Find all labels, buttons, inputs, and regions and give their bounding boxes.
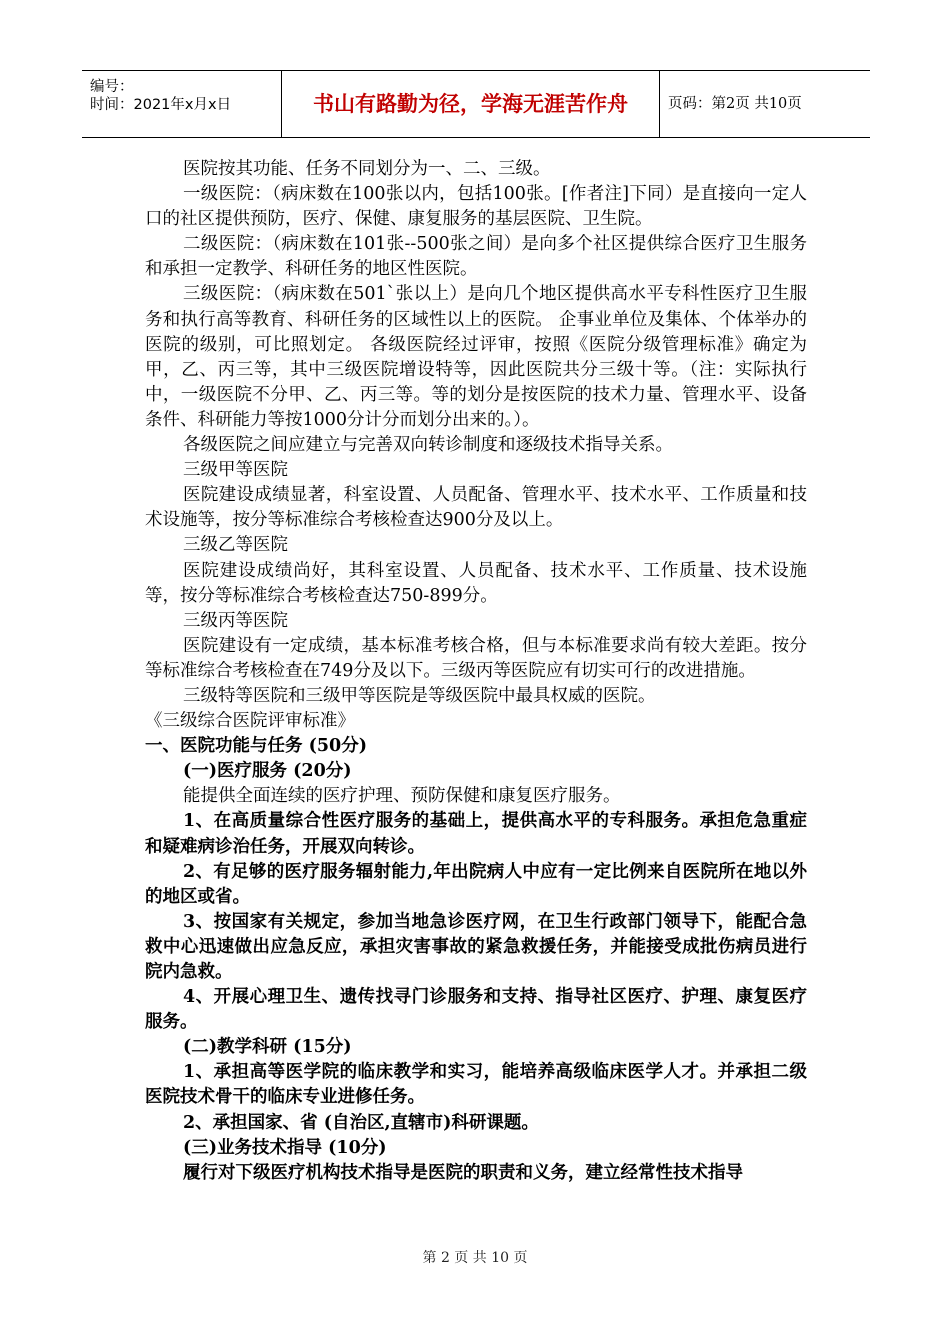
paragraph: 一级医院：（病床数在100张以内，包括100张。[作者注]下同）是直接向一定人口的社区提供预防，医疗、保健、康复服务的基层医院、卫生院。 bbox=[145, 184, 807, 230]
standard-title: 《三级综合医院评审标准》 bbox=[145, 711, 355, 732]
list-item: 4、开展心理卫生、遗传找寻门诊服务和支持、指导社区医疗、护理、康复医疗服务。 bbox=[145, 987, 807, 1033]
subsection-heading: (二)教学科研 (15分) bbox=[183, 1037, 352, 1058]
paragraph: 医院按其功能、任务不同划分为一、二、三级。 bbox=[183, 159, 551, 179]
paragraph: 三级医院：（病床数在501`张以上）是向几个地区提供高水平专科性医疗卫生服务和执行高等教育、科研任务的区域性以上的医院。 企事业单位及集体、个体举办的医院的级别，可比照划定。 各级医院经过评审，按照《医院分级管理标准》确定为甲，乙、丙三等，其中三级医院增设特等，因此医院共分三级十等。（注：实际执行中，一级医院不分甲、乙、丙三等。等的划分是按医院的技术力量、管理水平、设备条件、科研能力等按1000分计分而划分出来的。）。 bbox=[145, 284, 807, 430]
paragraph: 医院建设成绩尚好，其科室设置、人员配备、技术水平、工作质量、技术设施等，按分等标准综合考核检查达750-899分。 bbox=[145, 560, 807, 606]
section-heading: 三级丙等医院 bbox=[183, 610, 288, 631]
subsection-heading: (三)业务技术指导 (10分) bbox=[183, 1137, 387, 1158]
header-page-label: 页码：第2页 共10页 bbox=[668, 96, 802, 112]
paragraph: 各级医院之间应建立与完善双向转诊制度和逐级技术指导关系。 bbox=[183, 435, 673, 456]
document-body bbox=[145, 157, 807, 1186]
paragraph: 二级医院：（病床数在101张--500张之间）是向多个社区提供综合医疗卫生服务和承担一定教学、科研任务的地区性医院。 bbox=[145, 234, 807, 280]
section-heading: 一、医院功能与任务 (50分) bbox=[145, 736, 368, 757]
section-heading: 三级乙等医院 bbox=[183, 535, 288, 556]
paragraph: 三级特等医院和三级甲等医院是等级医院中最具权威的医院。 bbox=[183, 685, 656, 706]
paragraph: 医院建设成绩显著，科室设置、人员配备、管理水平、技术水平、工作质量和技术设施等，按分等标准综合考核检查达900分及以上。 bbox=[145, 485, 807, 531]
list-item: 2、有足够的医疗服务辐射能力,年出院病人中应有一定比例来自医院所在地以外的地区或省。 bbox=[145, 861, 807, 907]
section-heading: 三级甲等医院 bbox=[183, 460, 288, 481]
number-label: 编号： bbox=[90, 79, 134, 95]
paragraph: 履行对下级医疗机构技术指导是医院的职责和义务，建立经常性技术指导 bbox=[183, 1162, 743, 1183]
paragraph: 能提供全面连续的医疗护理、预防保健和康复医疗服务。 bbox=[183, 786, 621, 807]
time-label: 时间：2021年x月x日 bbox=[90, 97, 232, 113]
header-meta-cell bbox=[82, 71, 282, 137]
list-item: 3、按国家有关规定，参加当地急诊医疗网，在卫生行政部门领导下，能配合急救中心迅速做出应急反应，承担灾害事故的紧急救援任务，并能接受成批伤病员进行院内急救。 bbox=[145, 911, 807, 982]
list-item: 2、承担国家、省 (自治区,直辖市)科研课题。 bbox=[183, 1112, 539, 1133]
list-item: 1、在高质量综合性医疗服务的基础上，提供高水平的专科服务。承担危急重症和疑难病诊治任务，开展双向转诊。 bbox=[145, 811, 807, 857]
page-header bbox=[82, 70, 870, 138]
paragraph: 医院建设有一定成绩，基本标准考核合格，但与本标准要求尚有较大差距。按分等标准综合考核检查在749分及以下。三级丙等医院应有切实可行的改进措施。 bbox=[145, 635, 807, 681]
list-item: 1、承担高等医学院的临床教学和实习，能培养高级临床医学人才。并承担二级医院技术骨干的临床专业进修任务。 bbox=[145, 1062, 807, 1108]
page-footer: 第 2 页 共 10 页 bbox=[422, 1250, 528, 1266]
header-motto: 书山有路勤为径，学海无涯苦作舟 bbox=[282, 71, 660, 137]
subsection-heading: (一)医疗服务 (20分) bbox=[183, 761, 352, 782]
